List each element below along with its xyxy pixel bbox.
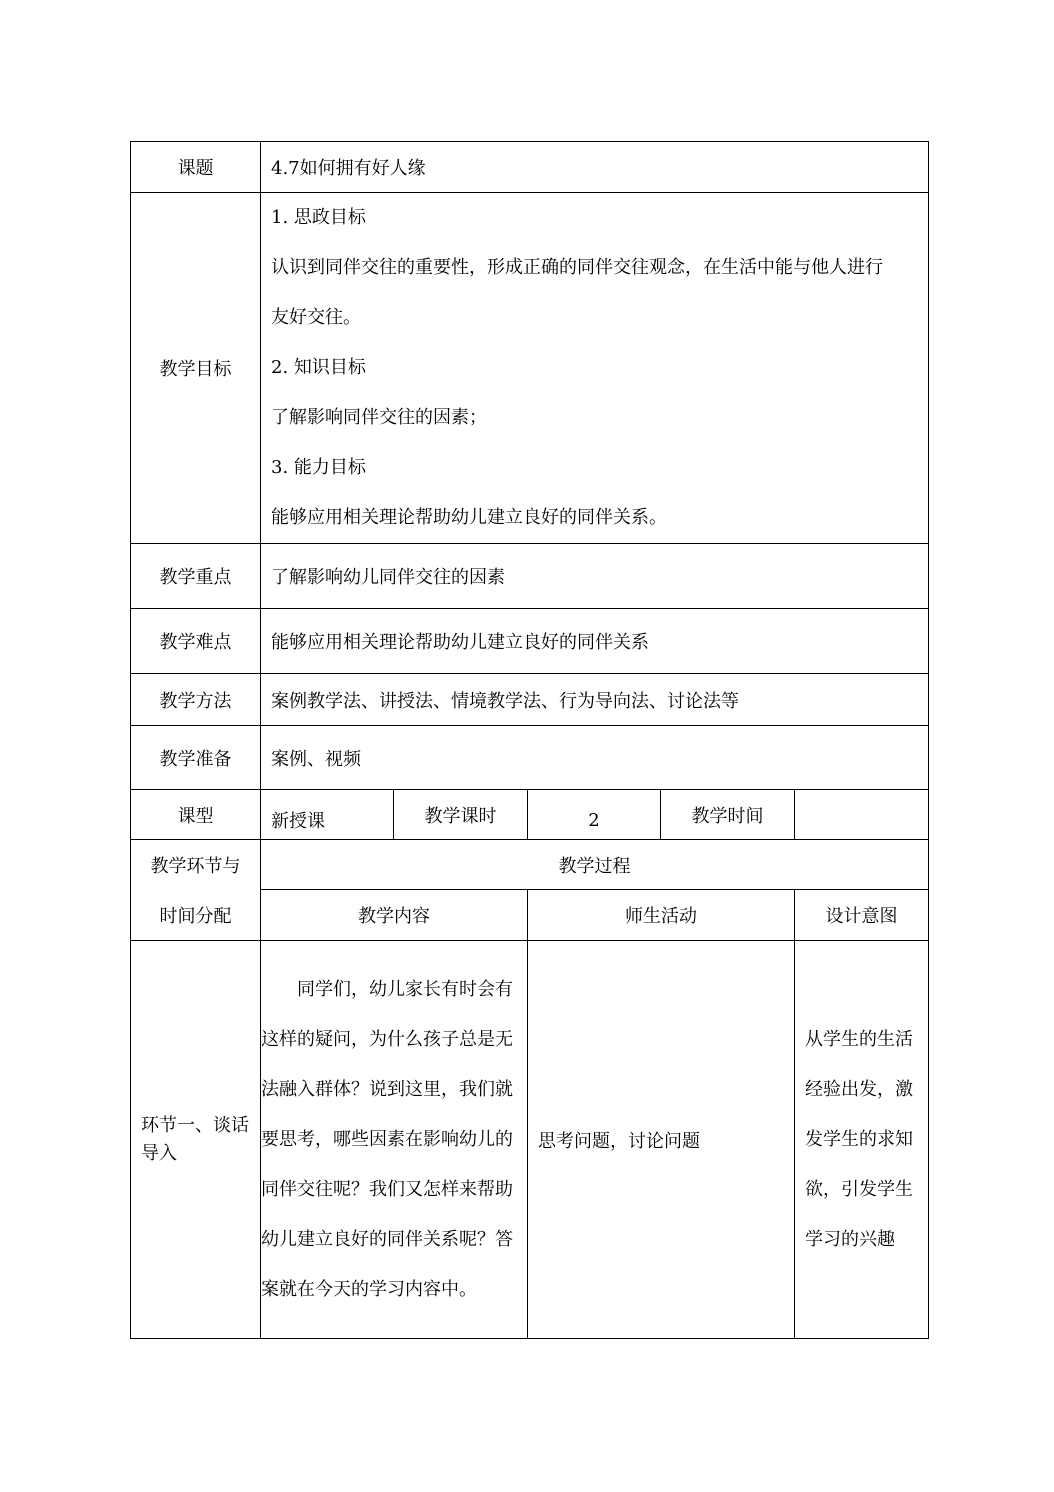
stage1-content — [261, 941, 528, 1339]
methods-value: 案例教学法、讲授法、情境教学法、行为导向法、讨论法等 — [261, 674, 929, 726]
row-process-header — [131, 840, 929, 890]
row-lesson-type — [131, 790, 929, 840]
row-difficulty — [131, 609, 929, 674]
methods-label: 教学方法 — [131, 674, 261, 726]
row-process-subheader — [131, 890, 929, 941]
difficulty-label: 教学难点 — [131, 609, 261, 674]
stage1-intent: 从学生的生活经验出发，激发学生的求知欲，引发学生学习的兴趣 — [795, 941, 929, 1339]
objective-line: 能够应用相关理论帮助幼儿建立良好的同伴关系。 — [271, 507, 667, 528]
hours-label: 教学课时 — [394, 790, 528, 840]
stage1-activity: 思考问题，讨论问题 — [528, 941, 795, 1339]
topic-value: 4.7如何拥有好人缘 — [261, 142, 929, 193]
objective-line: 了解影响同伴交往的因素； — [271, 407, 487, 428]
preparation-label: 教学准备 — [131, 726, 261, 790]
content-label: 教学内容 — [261, 890, 528, 941]
row-stage1 — [131, 941, 929, 1339]
lesson-plan-table — [130, 141, 929, 1339]
intent-label: 设计意图 — [795, 890, 929, 941]
process-label: 教学过程 — [261, 840, 929, 890]
topic-label: 课题 — [131, 142, 261, 193]
preparation-value: 案例、视频 — [261, 726, 929, 790]
row-preparation — [131, 726, 929, 790]
objective-line: 友好交往。 — [271, 307, 361, 328]
objective-line: 2. 知识目标 — [271, 357, 366, 378]
objective-line: 3. 能力目标 — [271, 457, 366, 478]
time-label: 教学时间 — [661, 790, 795, 840]
objectives-label: 教学目标 — [131, 193, 261, 544]
objective-line: 1. 思政目标 — [271, 207, 366, 228]
stage-label-line1: 教学环节与 — [131, 840, 261, 890]
key-point-label: 教学重点 — [131, 544, 261, 609]
objectives-content — [261, 193, 929, 544]
hours-value: 2 — [528, 790, 661, 840]
objective-line: 认识到同伴交往的重要性，形成正确的同伴交往观念，在生活中能与他人进行 — [271, 257, 883, 278]
key-point-value: 了解影响幼儿同伴交往的因素 — [261, 544, 929, 609]
stage-label-line2: 时间分配 — [131, 890, 261, 941]
row-key-point — [131, 544, 929, 609]
row-objectives — [131, 193, 929, 544]
time-value — [795, 790, 929, 840]
activity-label: 师生活动 — [528, 890, 795, 941]
difficulty-value: 能够应用相关理论帮助幼儿建立良好的同伴关系 — [261, 609, 929, 674]
stage1-name: 环节一、谈话导入 — [131, 941, 261, 1339]
row-topic — [131, 142, 929, 193]
lesson-type-label: 课型 — [131, 790, 261, 840]
row-methods — [131, 674, 929, 726]
lesson-type-value: 新授课 — [261, 790, 394, 840]
stage1-content-text: 同学们，幼儿家长有时会有这样的疑问，为什么孩子总是无法融入群体？说到这里，我们就要思考，哪些因素在影响幼儿的同伴交往呢？我们又怎样来帮助幼儿建立良好的同伴关系呢？答案就在今天的学习内容中。 — [261, 978, 513, 1300]
